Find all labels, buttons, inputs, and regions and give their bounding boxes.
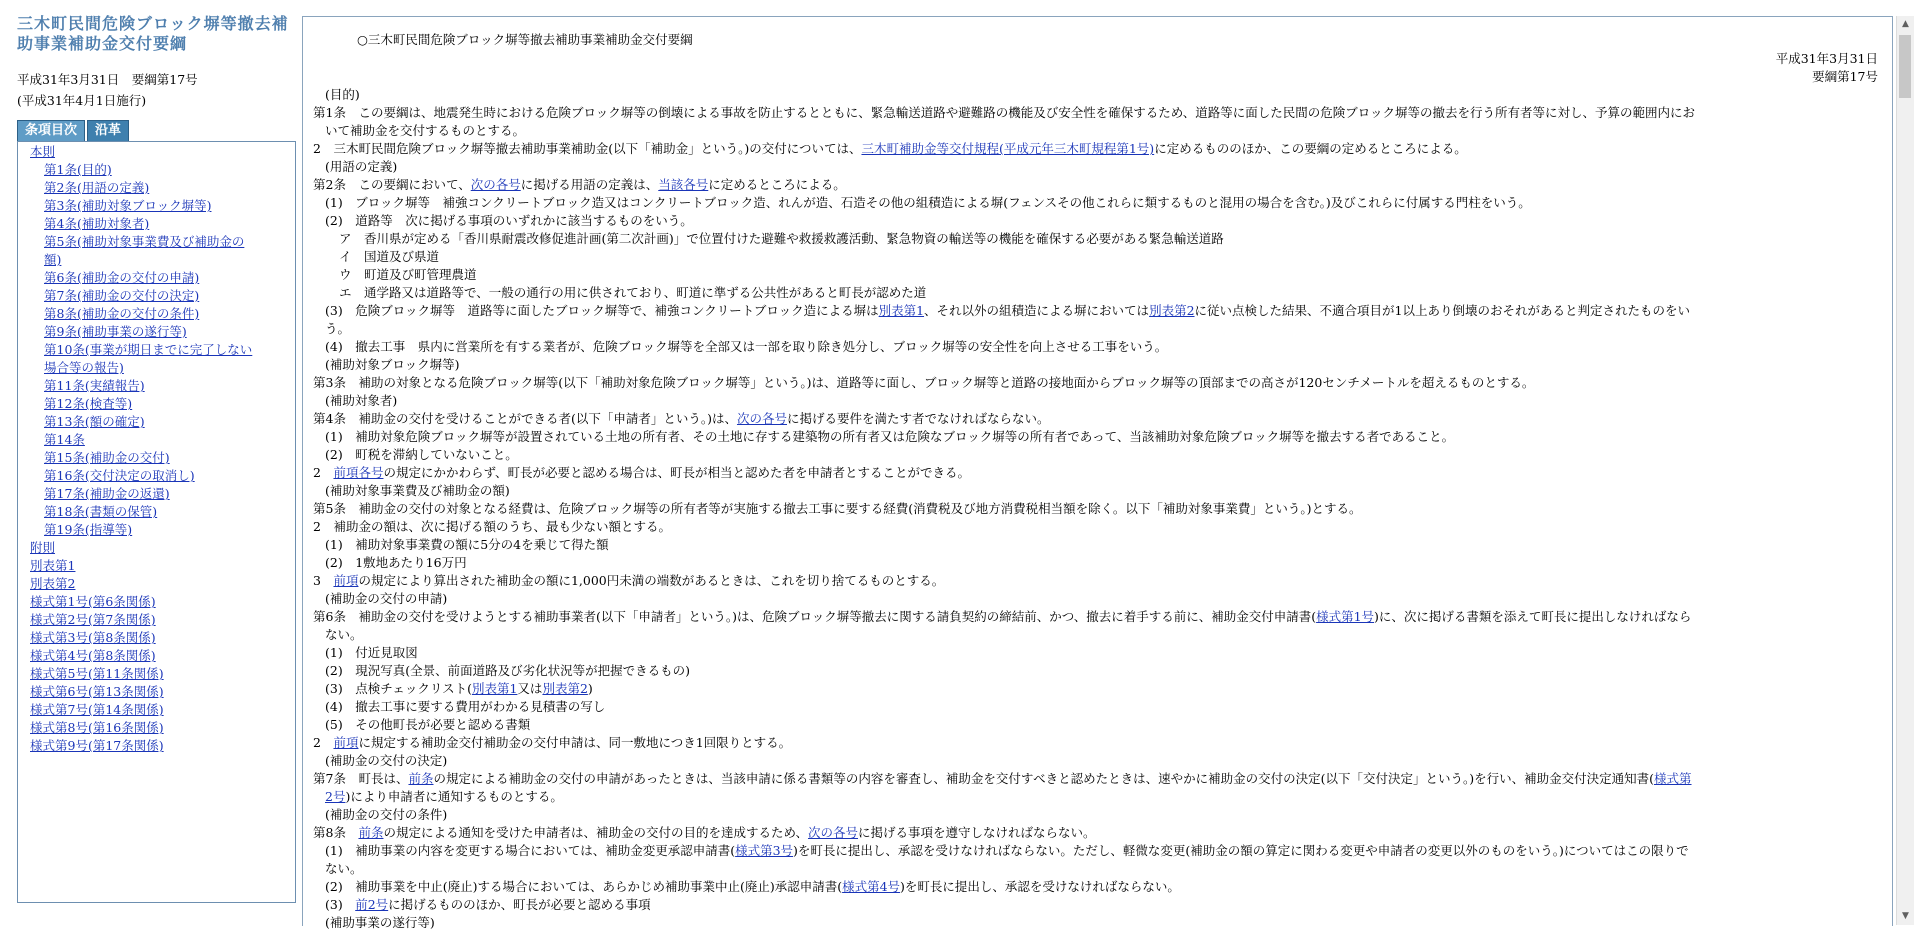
line-text: (補助対象者) [325, 393, 398, 408]
reference-link[interactable]: 前項各号 [333, 465, 384, 480]
line-text: (1) 補助対象危険ブロック塀等が設置されている土地の所有者、その土地に存する建築物の所有者又は危険なブロック塀等の所有者であって、当該補助対象危険ブロック塀等を撤去する者であること。 [325, 429, 1455, 444]
line-text: 第1条 この要綱は、地震発生時における危険ブロック塀等の倒壊による事故を防止するとともに、緊急輸送道路や避難路の機能及び安全性を確保するため、道路等に面した民間の危険ブロック塀等の撤去を行う所有者等に対し、予算の範囲内にお [313, 105, 1695, 120]
document-line [325, 644, 418, 662]
line-text: (用語の定義) [325, 159, 398, 174]
sidebar-tabs [17, 120, 131, 142]
document-line [325, 896, 651, 914]
toc-item[interactable]: 第5条(補助対象事業費及び補助金の [44, 234, 245, 249]
document-line [313, 140, 1467, 158]
document-date: 平成31年3月31日 [1775, 51, 1878, 66]
toc-item[interactable]: 場合等の報告) [44, 360, 124, 375]
toc-item[interactable]: 第16条(交付決定の取消し) [44, 468, 195, 483]
line-text: (3) [325, 897, 356, 912]
line-text: 第4条 補助金の交付を受けることができる者(以下「申請者」という。)は、 [313, 411, 737, 426]
document-line [325, 914, 435, 932]
line-text: いて補助金を交付するものとする。 [325, 123, 526, 138]
line-text: (2) 1敷地あたり16万円 [325, 555, 467, 570]
document-line [339, 284, 926, 302]
tab-history[interactable]: 沿革 [87, 120, 129, 141]
line-text: (補助対象ブロック塀等) [325, 357, 460, 372]
scroll-down-icon[interactable]: ▼ [1902, 911, 1909, 921]
toc-item[interactable]: 第4条(補助対象者) [44, 216, 150, 231]
reference-link[interactable]: 前項 [333, 573, 359, 588]
document-line [313, 824, 1096, 842]
document-line [325, 392, 397, 410]
document-line [325, 356, 460, 374]
document-line [325, 338, 1167, 356]
document-line [325, 302, 1690, 320]
toc-item[interactable]: 第10条(事業が期日までに完了しない [44, 342, 253, 357]
line-text: 2 補助金の額は、次に掲げる額のうち、最も少ない額とする。 [313, 519, 671, 534]
document-line [325, 86, 360, 104]
document-line [325, 716, 530, 734]
toc-item[interactable]: 様式第3号(第8条関係) [30, 630, 156, 645]
toc-item[interactable]: 第6条(補助金の交付の申請) [44, 270, 200, 285]
line-text: (2) 補助事業を中止(廃止)する場合においては、あらかじめ補助事業中止(廃止)承認申請書( [325, 879, 843, 894]
line-text: 、それ以外の組積造による塀においては [924, 303, 1150, 318]
toc-item[interactable]: 様式第1号(第6条関係) [30, 594, 156, 609]
line-text: (4) 撤去工事 県内に営業所を有する業者が、危険ブロック塀等を全部又は一部を取り除き処分し、ブロック塀等の安全性を向上させる工事をいう。 [325, 339, 1168, 354]
document-line [313, 608, 1691, 626]
document-line [325, 122, 525, 140]
toc-item[interactable]: 第8条(補助金の交付の条件) [44, 306, 200, 321]
toc-item[interactable]: 様式第4号(第8条関係) [30, 648, 156, 663]
document-line [313, 104, 1695, 122]
line-text: (3) 危険ブロック塀等 道路等に面したブロック塀等で、補強コンクリートブロック造による塀は [325, 303, 879, 318]
reference-link[interactable]: 別表第2 [542, 681, 588, 696]
enforcement-info: (平成31年4月1日施行) [17, 93, 147, 108]
toc-item[interactable]: 第15条(補助金の交付) [44, 450, 170, 465]
line-text: (補助金の交付の条件) [325, 807, 448, 822]
document-line [325, 806, 447, 824]
reference-link[interactable]: 様式第3号 [735, 843, 794, 858]
document-line [325, 590, 447, 608]
line-text: (目的) [325, 87, 360, 102]
toc-item[interactable]: 第17条(補助金の返還) [44, 486, 170, 501]
line-text: に従い点検した結果、不適合項目が1以上あり倒壊のおそれがあると判定されたものをい [1194, 303, 1690, 318]
toc-item[interactable]: 第19条(指導等) [44, 522, 133, 537]
reference-link[interactable]: 別表第2 [1149, 303, 1195, 318]
line-text: 又は [517, 681, 543, 696]
line-text: の規定により算出された補助金の額に1,000円未満の端数があるときは、これを切り捨てるものとする。 [358, 573, 945, 588]
line-text: に規定する補助金交付補助金の交付申請は、同一敷地につき1回限りとする。 [358, 735, 792, 750]
vertical-scrollbar[interactable] [1896, 16, 1914, 925]
line-text: に掲げる事項を遵守しなければならない。 [858, 825, 1096, 840]
tab-contents[interactable]: 条項目次 [17, 120, 85, 141]
reference-link[interactable]: 様式第4号 [842, 879, 901, 894]
document-line [325, 482, 510, 500]
document-line [325, 788, 563, 806]
reference-link[interactable]: 2号 [325, 789, 346, 804]
line-text: (補助金の交付の決定) [325, 753, 448, 768]
line-text: 3 [313, 573, 334, 588]
reference-link[interactable]: 三木町補助金等交付規程(平成元年三木町規程第1号) [861, 141, 1155, 156]
document-line [325, 428, 1454, 446]
reference-link[interactable]: 様式第 [1654, 771, 1692, 786]
document-line [325, 752, 447, 770]
line-text: ない。 [325, 627, 363, 642]
reference-link[interactable]: 様式第1号 [1316, 609, 1375, 624]
toc-item[interactable]: 様式第2号(第7条関係) [30, 612, 156, 627]
line-text: う。 [325, 321, 351, 336]
line-text: の規定による通知を受けた申請者は、補助金の交付の目的を達成するため、 [383, 825, 808, 840]
line-text: (4) 撤去工事に要する費用がわかる見積書の写し [325, 699, 606, 714]
line-text: (1) ブロック塀等 補強コンクリートブロック造又はコンクリートブロック造、れんが造、石造その他の組積造による塀(フェンスその他これらに類するものと混用の場合を含む。)及びこれらに付属する門柱をいう。 [325, 195, 1531, 210]
line-text: (1) 補助事業の内容を変更する場合においては、補助金変更承認申請書( [325, 843, 736, 858]
toc-item[interactable]: 第1条(目的) [44, 162, 112, 177]
toc-item[interactable]: 様式第9号(第17条関係) [30, 738, 164, 753]
toc-item[interactable]: 第14条 [44, 432, 85, 447]
promulgation-info: 平成31年3月31日 要綱第17号 [17, 72, 198, 87]
toc-item[interactable]: 本則 [30, 144, 56, 159]
toc-item[interactable]: 附則 [30, 540, 56, 555]
reference-link[interactable]: 前項 [333, 735, 359, 750]
document-line [339, 230, 1224, 248]
document-line [325, 626, 363, 644]
document-pane [302, 16, 1893, 930]
toc-item[interactable]: 額) [44, 252, 62, 267]
line-text: (補助金の交付の申請) [325, 591, 448, 606]
document-line [313, 374, 1534, 392]
document-line [325, 320, 350, 338]
line-text: 第8条 [313, 825, 359, 840]
line-text: (2) 現況写真(全景、前面道路及び劣化状況等が把握できるもの) [325, 663, 690, 678]
line-text: (1) 付近見取図 [325, 645, 418, 660]
toc-item[interactable]: 別表第2 [30, 576, 76, 591]
toc-item[interactable]: 第13条(額の確定) [44, 414, 145, 429]
document-number: 要綱第17号 [1812, 69, 1878, 84]
sidebar [0, 0, 300, 925]
document-line [325, 842, 1689, 860]
document-line [313, 572, 944, 590]
document-line [339, 248, 439, 266]
line-text: 2 三木町民間危険ブロック塀等撤去補助事業補助金(以下「補助金」という。)の交付については、 [313, 141, 862, 156]
line-text: 2 [313, 465, 334, 480]
document-line [313, 770, 1692, 788]
document-line [325, 680, 593, 698]
toc-item[interactable]: 第7条(補助金の交付の決定) [44, 288, 200, 303]
line-text: ない。 [325, 861, 363, 876]
document-line [313, 734, 791, 752]
toc-item[interactable]: 第18条(書類の保管) [44, 504, 158, 519]
document-line [313, 464, 970, 482]
line-text: )により申請者に通知するものとする。 [345, 789, 563, 804]
toc-item[interactable]: 第3条(補助対象ブロック塀等) [44, 198, 212, 213]
document-line [325, 536, 609, 554]
toc-item[interactable]: 第11条(実績報告) [44, 378, 145, 393]
document-line [325, 158, 397, 176]
line-text: ウ 町道及び町管理農道 [339, 267, 477, 282]
document-line [325, 446, 518, 464]
document-line [325, 194, 1531, 212]
toc-item[interactable]: 様式第7号(第14条関係) [30, 702, 164, 717]
reference-link[interactable]: 次の各号 [807, 825, 858, 840]
line-text: (2) 町税を滞納していないこと。 [325, 447, 518, 462]
toc-panel [17, 141, 296, 903]
document-line [339, 266, 477, 284]
toc-item[interactable]: 第9条(補助事業の遂行等) [44, 324, 187, 339]
document-line [313, 176, 846, 194]
line-text: 2 [313, 735, 334, 750]
reference-link[interactable]: 次の各号 [470, 177, 521, 192]
line-text: (補助対象事業費及び補助金の額) [325, 483, 510, 498]
line-text: )を町長に提出し、承認を受けなければならない。 [900, 879, 1180, 894]
line-text: 第5条 補助金の交付の対象となる経費は、危険ブロック塀等の所有者等が実施する撤去工事に要する経費(消費税及び地方消費税相当額を除く。以下「補助対象事業費」という。)とする。 [313, 501, 1362, 516]
line-text: 第2条 この要綱において、 [313, 177, 471, 192]
document-line [325, 860, 363, 878]
line-text: (補助事業の遂行等) [325, 915, 435, 930]
reference-link[interactable]: 前2号 [355, 897, 389, 912]
line-text: 第7条 町長は、 [313, 771, 409, 786]
line-text: 第6条 補助金の交付を受けようとする補助事業者(以下「申請者」という。)は、危険ブロック塀等撤去に関する請負契約の締結前、かつ、撤去に着手する前に、補助金交付申請書( [313, 609, 1317, 624]
line-text: に掲げる要件を満たす者でなければならない。 [786, 411, 1050, 426]
line-text: ) [587, 681, 593, 696]
document-line [313, 518, 671, 536]
toc-item[interactable]: 別表第1 [30, 558, 76, 573]
reference-link[interactable]: 前条 [408, 771, 434, 786]
line-text: に定めるところによる。 [708, 177, 846, 192]
document-heading: ○三木町民間危険ブロック塀等撤去補助事業補助金交付要綱 [357, 32, 693, 47]
line-text: (1) 補助対象事業費の額に5分の4を乗じて得た額 [325, 537, 609, 552]
reference-link[interactable]: 別表第1 [878, 303, 925, 318]
line-text: に掲げるもののほか、町長が必要と認める事項 [388, 897, 651, 912]
line-text: の規定による補助金の交付の申請があったときは、当該申請に係る書類等の内容を審査し、補助金を交付すべきと認めたときは、速やかに補助金の交付の決定(以下「交付決定」という。)を行い、補助金交付決定通知書( [433, 771, 1654, 786]
line-text: (2) 道路等 次に掲げる事項のいずれかに該当するものをいう。 [325, 213, 693, 228]
line-text: 第3条 補助の対象となる危険ブロック塀等(以下「補助対象危険ブロック塀等」という。)は、道路等に面し、ブロック塀等と道路の接地面からブロック塀等の頂部までの高さが120センチメートルを超えるものとする。 [313, 375, 1535, 390]
document-line [325, 662, 690, 680]
document-line [325, 698, 605, 716]
line-text: に定めるもののほか、この要綱の定めるところによる。 [1154, 141, 1467, 156]
document-line [325, 878, 1180, 896]
document-line [325, 212, 693, 230]
reference-link[interactable]: 別表第1 [471, 681, 518, 696]
toc-item[interactable]: 第2条(用語の定義) [44, 180, 150, 195]
reference-link[interactable]: 次の各号 [736, 411, 787, 426]
scroll-thumb[interactable] [1899, 35, 1911, 98]
line-text: の規定にかかわらず、町長が必要と認める場合は、町長が相当と認めた者を申請者とすることができる。 [383, 465, 970, 480]
reference-link[interactable]: 当該各号 [658, 177, 709, 192]
line-text: エ 通学路又は道路等で、一般の通行の用に供されており、町道に準ずる公共性があると町長が認めた道 [339, 285, 927, 300]
document-line [325, 554, 467, 572]
toc-item[interactable]: 第12条(検査等) [44, 396, 133, 411]
line-text: (3) 点検チェックリスト( [325, 681, 472, 696]
line-text: イ 国道及び県道 [339, 249, 440, 264]
scroll-up-icon[interactable]: ▲ [1902, 19, 1909, 29]
document-line [313, 410, 1050, 428]
sidebar-title: 三木町民間危険ブロック塀等撤去補助事業補助金交付要綱 [17, 14, 289, 53]
toc-item[interactable]: 様式第5号(第11条関係) [30, 666, 164, 681]
toc-item[interactable]: 様式第8号(第16条関係) [30, 720, 164, 735]
line-text: に掲げる用語の定義は、 [520, 177, 659, 192]
line-text: (5) その他町長が必要と認める書類 [325, 717, 531, 732]
toc-item[interactable]: 様式第6号(第13条関係) [30, 684, 164, 699]
line-text: ア 香川県が定める「香川県耐震改修促進計画(第二次計画)」で位置付けた避難や救援救護活動、緊急物資の輸送等の機能を確保する必要がある緊急輸送道路 [339, 231, 1224, 246]
line-text: )を町長に提出し、承認を受けなければならない。ただし、軽微な変更(補助金の額の算定に関わる変更や申請者の変更以外のものをいう。)についてはこの限りで [793, 843, 1689, 858]
reference-link[interactable]: 前条 [358, 825, 384, 840]
line-text: )に、次に掲げる書類を添えて町長に提出しなければなら [1374, 609, 1692, 624]
document-line [313, 500, 1361, 518]
